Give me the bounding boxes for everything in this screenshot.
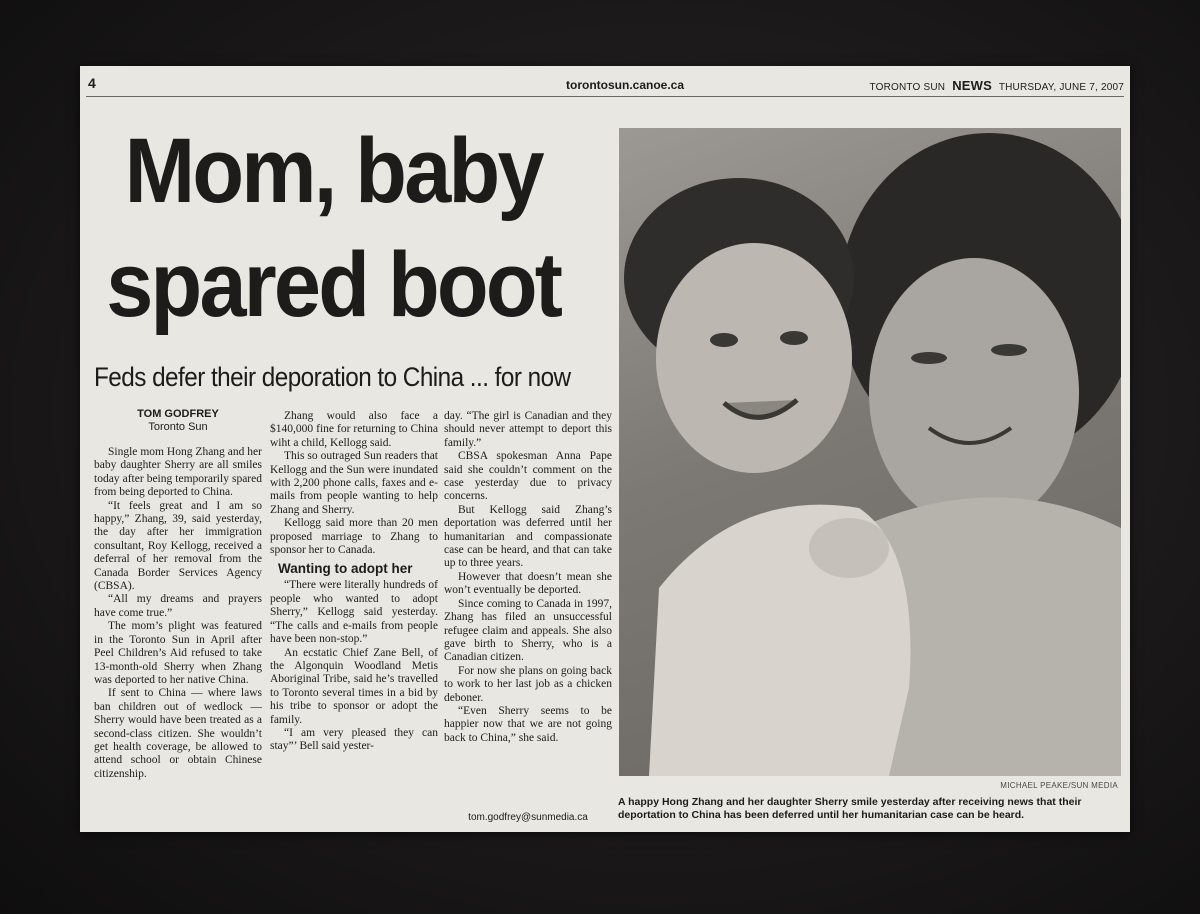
paragraph: CBSA spokesman Anna Pape said she couldn’t comment on the case yesterday due to privacy concerns. (444, 450, 612, 503)
site-url: torontosun.canoe.ca (566, 78, 685, 92)
photo-credit: MICHAEL PEAKE/SUN MEDIA (1000, 781, 1118, 790)
article-column-2 (270, 410, 438, 754)
paragraph: An ecstatic Chief Zane Bell, of the Algonquin Woodland Metis Aboriginal Tribe, said he’s travelled to Toronto several times in a bid by his tribe to sponsor or adopt the family. (270, 646, 438, 726)
author-email: tom.godfrey@sunmedia.ca (468, 812, 588, 823)
paragraph: day. “The girl is Canadian and they should never attempt to deport this family.” (444, 410, 612, 449)
paragraph: Since coming to Canada in 1997, Zhang has filed an unsuccessful refugee claim and appeals. She also gave birth to Sherry, who is a Canadian citizen. (444, 597, 612, 664)
byline (94, 408, 262, 433)
article-column-1 (94, 446, 262, 781)
deck-subheadline: Feds defer their deporation to China ... for now (94, 362, 571, 392)
paragraph: The mom’s plight was featured in the Toronto Sun in April after Peel Children’s Aid refused to take 13-month-old Sherry when Zhang was deported to her native China. (94, 620, 262, 686)
paragraph: If sent to China — where laws ban children out of wedlock — Sherry would have been treated as a second-class citizen. She wouldn’t get health coverage, be allowed to attend school or obtain Chinese citizenship. (94, 687, 262, 780)
headline-line-2: spared boot (106, 234, 561, 336)
page-header (86, 74, 1124, 97)
paragraph: “There were literally hundreds of people who wanted to adopt Sherry,” Kellogg said yesterday. “The calls and e-mails from people have been non-stop.” (270, 579, 438, 646)
photo-caption: A happy Hong Zhang and her daughter Sherry smile yesterday after receiving news that their deportation to China has been deferred until her humanitarian case can be heard. (618, 796, 1082, 821)
section-name: NEWS (952, 78, 992, 93)
paragraph: “Even Sherry seems to be happier now that we are not going back to China,” she said. (444, 704, 612, 744)
newspaper-clipping (80, 66, 1130, 832)
publication-info (869, 78, 1124, 93)
paragraph: However that doesn’t mean she won’t eventually be deported. (444, 570, 612, 597)
paragraph: “All my dreams and prayers have come true.” (94, 593, 262, 619)
photo-illustration (619, 128, 1121, 776)
page-number: 4 (88, 75, 96, 91)
paragraph: For now she plans on going back to work to her last job as a chicken deboner. (444, 664, 612, 704)
headline-line-1: Mom, baby (124, 120, 542, 222)
byline-author: TOM GODFREY (137, 408, 219, 420)
paragraph: “I am very pleased they can stay”’ Bell said yester- (270, 726, 438, 753)
headline (94, 114, 572, 342)
section-subhead: Wanting to adopt her (278, 561, 413, 577)
paragraph: But Kellogg said Zhang’s deportation was deferred until her humanitarian and compassionate case can be heard, and that can take up to three years. (444, 503, 612, 570)
paragraph: Kellogg said more than 20 men proposed marriage to Zhang to sponsor her to Canada. (270, 517, 438, 557)
byline-organization: Toronto Sun (148, 421, 208, 433)
issue-date: THURSDAY, JUNE 7, 2007 (998, 82, 1124, 93)
paragraph: Zhang would also face a $140,000 fine for returning to China wiht a child, Kellogg said. (270, 410, 438, 449)
paragraph: “It feels great and I am so happy,” Zhang, 39, said yesterday, the day after her immigration consultant, Roy Kellogg, received a deferral of her removal from the Canada Border Services Agency (CBSA). (94, 499, 262, 593)
article-column-3 (444, 410, 612, 745)
paragraph: This so outraged Sun readers that Kellogg and the Sun were inundated with 2,200 phone calls, faxes and e-mails from people wanting to help Zhang and Sherry. (270, 450, 438, 516)
paper-name: TORONTO SUN (869, 82, 946, 93)
paragraph: Single mom Hong Zhang and her baby daughter Sherry are all smiles today after being temporarily spared from being deported to China. (94, 446, 262, 499)
news-photo (619, 128, 1121, 776)
